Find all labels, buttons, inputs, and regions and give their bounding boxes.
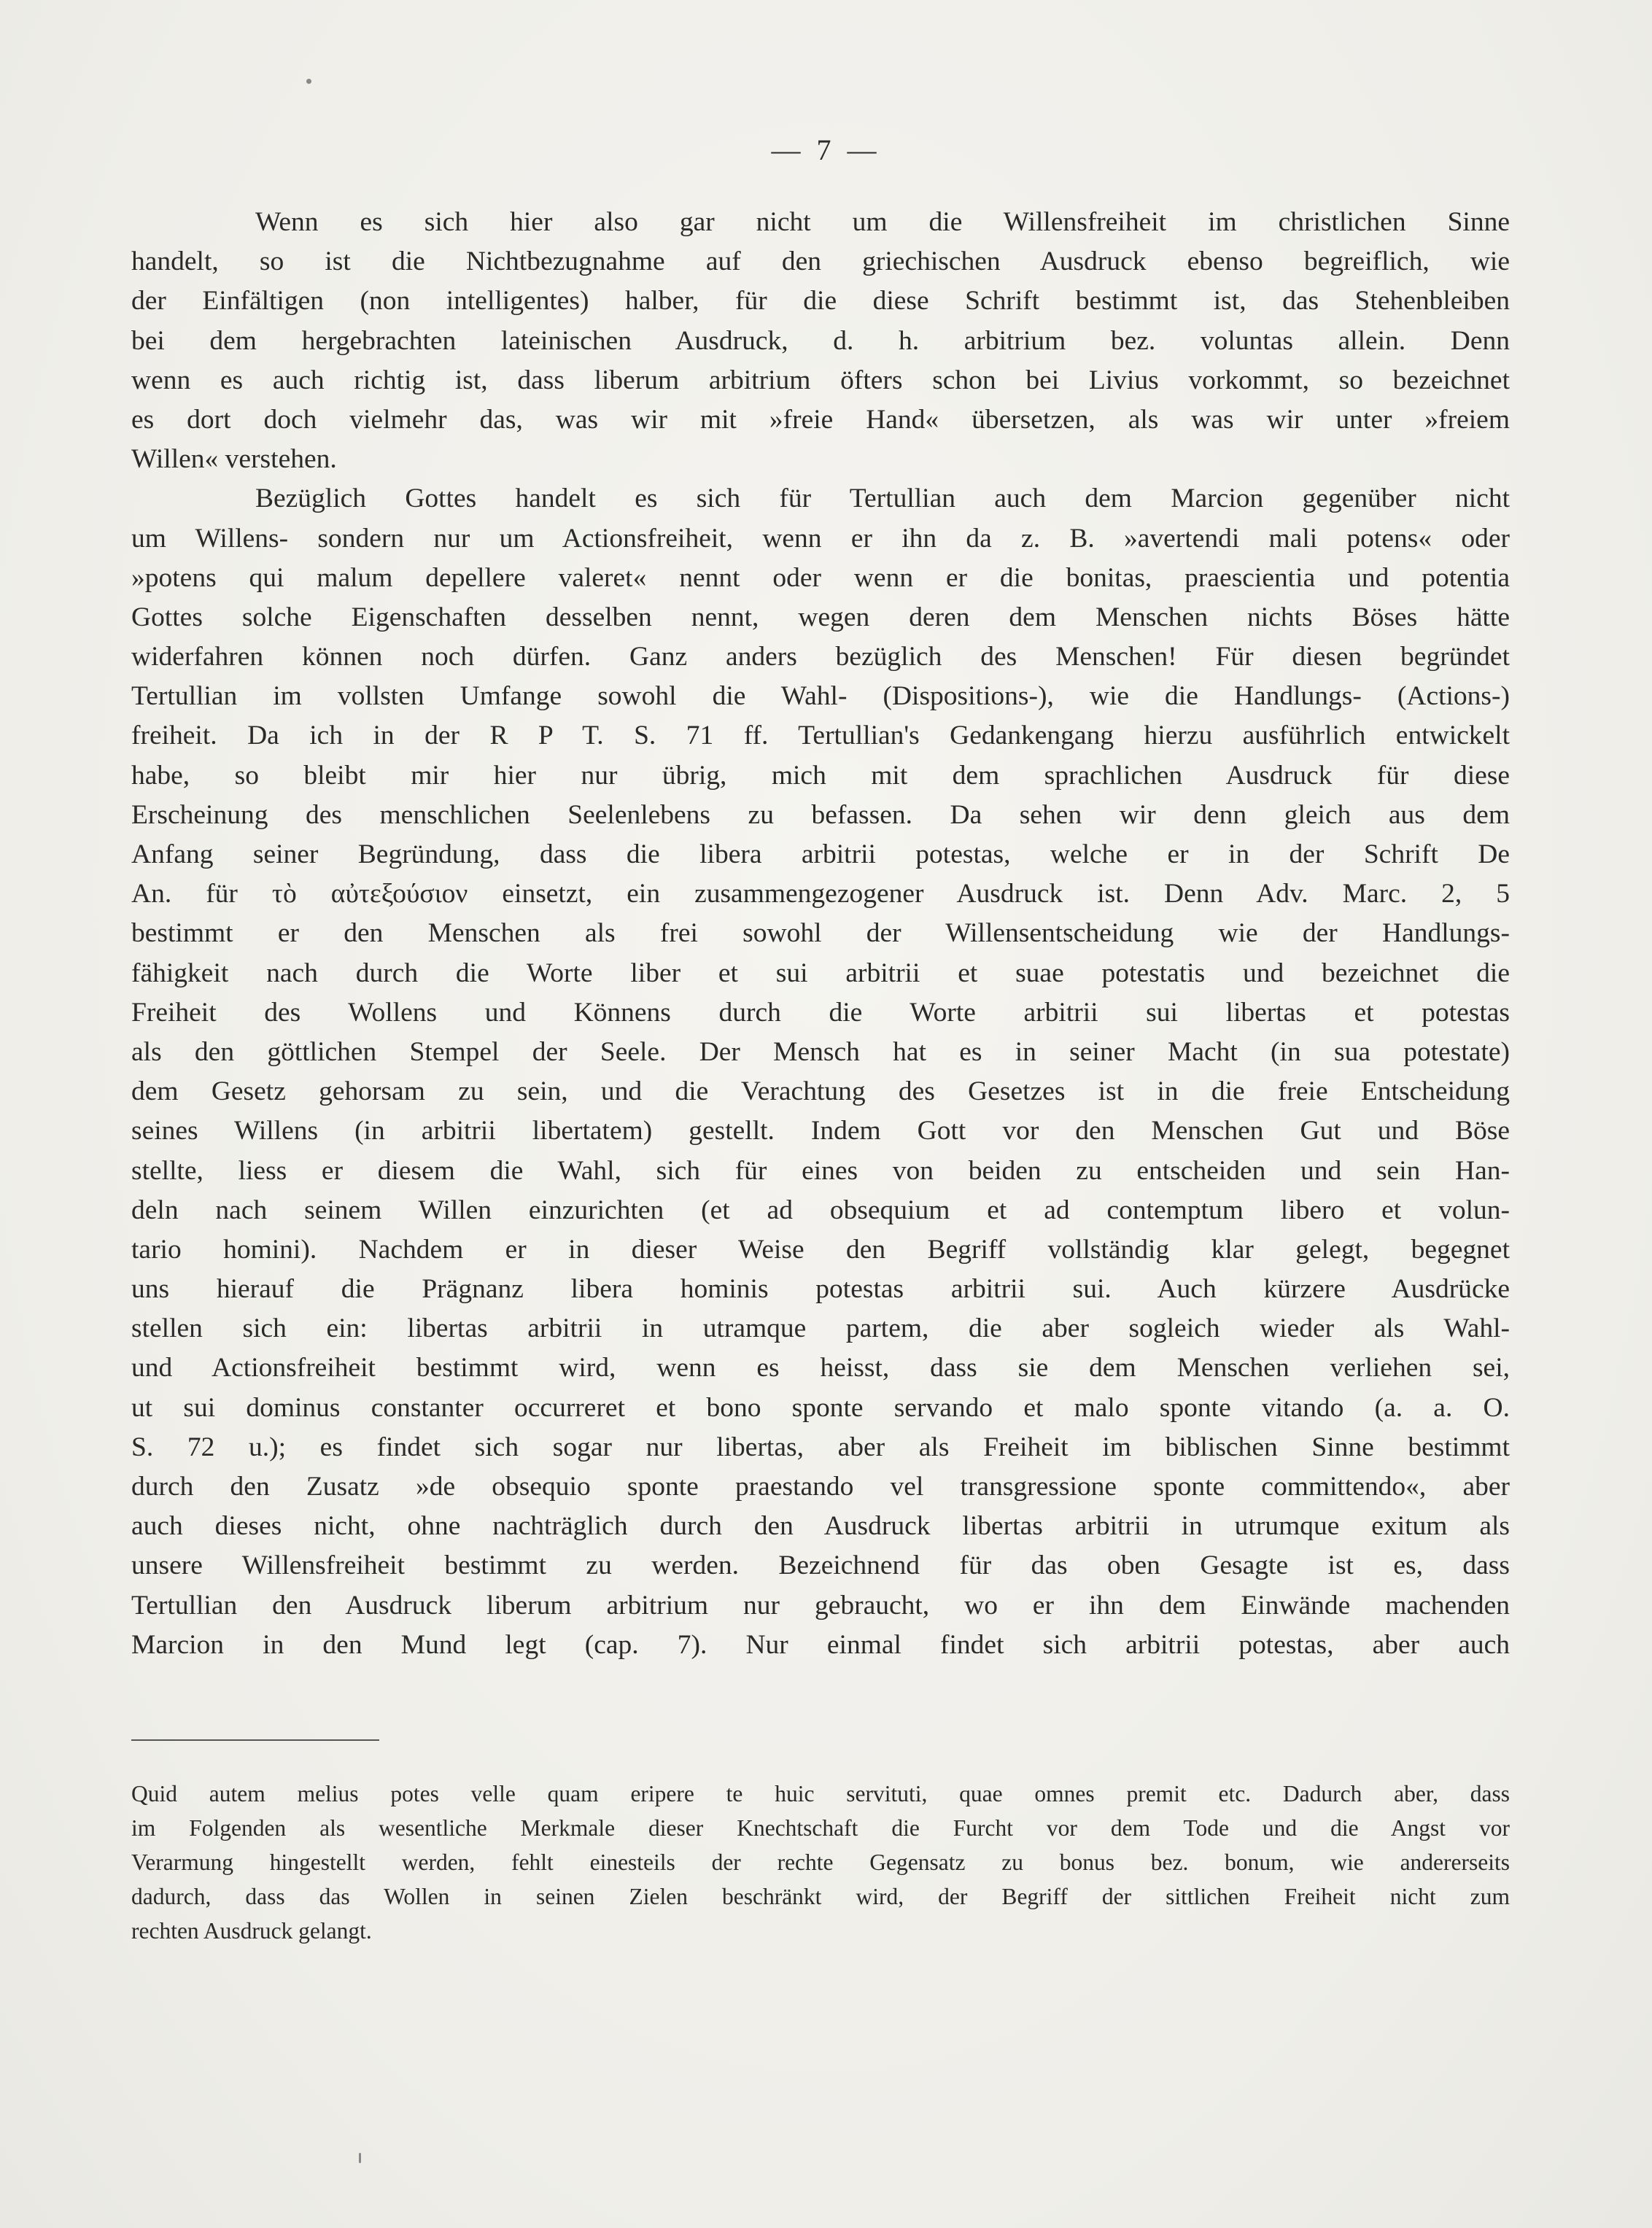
page-number: — 7 — <box>771 133 881 166</box>
footnote-line: dadurch, dass das Wollen in seinen Zielen beschränkt wird, der Begriff der sittlichen Freiheit nicht zum <box>131 1884 1510 1909</box>
text-line: und Actionsfreiheit bestimmt wird, wenn es heisst, dass sie dem Menschen verliehen sei, <box>131 1353 1510 1383</box>
text-line: Marcion in den Mund legt (cap. 7). Nur einmal findet sich arbitrii potestas, aber auch <box>131 1629 1510 1660</box>
text-line: Tertullian im vollsten Umfange sowohl die Wahl- (Dispositions-), wie die Handlungs- (Actions-) <box>131 681 1510 712</box>
text-line: habe, so bleibt mir hier nur übrig, mich mit dem sprachlichen Ausdruck für diese <box>131 760 1510 791</box>
footnote-separator <box>131 1739 379 1741</box>
text-line: An. für τὸ αὐτεξούσιον einsetzt, ein zusammengezogener Ausdruck ist. Denn Adv. Marc. 2, 5 <box>131 879 1510 909</box>
footnote <box>131 1777 1510 1948</box>
text-line: »potens qui malum depellere valeret« nennt oder wenn er die bonitas, praescientia und potentia <box>131 562 1510 593</box>
text-line: es dort doch vielmehr das, was wir mit »freie Hand« übersetzen, als was wir unter »freiem <box>131 404 1510 435</box>
text-line: der Einfältigen (non intelligentes) halber, für die diese Schrift bestimmt ist, das Stehenbleiben <box>131 286 1510 317</box>
text-line: als den göttlichen Stempel der Seele. Der Mensch hat es in seiner Macht (in sua potestate) <box>131 1036 1510 1067</box>
text-line: deln nach seinem Willen einzurichten (et ad obsequium et ad contemptum libero et volun- <box>131 1195 1510 1225</box>
text-line: S. 72 u.); es findet sich sogar nur libertas, aber als Freiheit im biblischen Sinne bestimmt <box>131 1432 1510 1462</box>
text-line: dem Gesetz gehorsam zu sein, und die Verachtung des Gesetzes ist in die freie Entscheidung <box>131 1076 1510 1107</box>
text-line: fähigkeit nach durch die Worte liber et sui arbitrii et suae potestatis und bezeichnet die <box>131 958 1510 988</box>
text-line: Gottes solche Eigenschaften desselben nennt, wegen deren dem Menschen nichts Böses hätte <box>131 602 1510 632</box>
text-line: bei dem hergebrachten lateinischen Ausdruck, d. h. arbitrium bez. voluntas allein. Denn <box>131 325 1510 356</box>
text-line: wenn es auch richtig ist, dass liberum arbitrium öfters schon bei Livius vorkommt, so bezeichnet <box>131 365 1510 395</box>
text-line: stellen sich ein: libertas arbitrii in utramque partem, die aber sogleich wieder als Wahl- <box>131 1313 1510 1344</box>
text-line: bestimmt er den Menschen als frei sowohl der Willensentscheidung wie der Handlungs- <box>131 918 1510 949</box>
text-line: unsere Willensfreiheit bestimmt zu werden. Bezeichnend für das oben Gesagte ist es, dass <box>131 1550 1510 1581</box>
text-line: Willen« verstehen. <box>131 444 337 475</box>
footnote-line: Verarmung hingestellt werden, fehlt einesteils der rechte Gegensatz zu bonus bez. bonum, wie andererseits <box>131 1849 1510 1875</box>
scan-speck <box>306 79 311 84</box>
text-line: tario homini). Nachdem er in dieser Weise den Begriff vollständig klar gelegt, begegnet <box>131 1234 1510 1265</box>
text-line: Tertullian den Ausdruck liberum arbitrium nur gebraucht, wo er ihn dem Einwände machenden <box>131 1590 1510 1620</box>
text-line: seines Willens (in arbitrii libertatem) gestellt. Indem Gott vor den Menschen Gut und Böse <box>131 1116 1510 1146</box>
footnote-line: rechten Ausdruck gelangt. <box>131 1918 372 1944</box>
footnote-line: im Folgenden als wesentliche Merkmale dieser Knechtschaft die Furcht vor dem Tode und die Angst vor <box>131 1815 1510 1841</box>
text-line: freiheit. Da ich in der R P T. S. 71 ff. Tertullian's Gedankengang hierzu ausführlich entwickelt <box>131 721 1510 751</box>
text-line: Anfang seiner Begründung, dass die libera arbitrii potestas, welche er in der Schrift De <box>131 839 1510 869</box>
text-line: auch dieses nicht, ohne nachträglich durch den Ausdruck libertas arbitrii in utrumque exitum als <box>131 1511 1510 1542</box>
text-line: widerfahren können noch dürfen. Ganz anders bezüglich des Menschen! Für diesen begründet <box>131 642 1510 672</box>
main-text <box>131 203 1510 1665</box>
text-line: uns hierauf die Prägnanz libera hominis potestas arbitrii sui. Auch kürzere Ausdrücke <box>131 1274 1510 1305</box>
footnote-line: Quid autem melius potes velle quam eripere te huic servituti, quae omnes premit etc. Dadurch aber, dass <box>131 1781 1510 1806</box>
scan-speck <box>359 2153 361 2163</box>
text-line: Freiheit des Wollens und Könnens durch die Worte arbitrii sui libertas et potestas <box>131 997 1510 1028</box>
text-line: um Willens- sondern nur um Actionsfreiheit, wenn er ihn da z. B. »avertendi mali potens« oder <box>131 523 1510 554</box>
text-line: handelt, so ist die Nichtbezugnahme auf den griechischen Ausdruck ebenso begreiflich, wie <box>131 247 1510 277</box>
text-line: Erscheinung des menschlichen Seelenlebens zu befassen. Da sehen wir denn gleich aus dem <box>131 799 1510 830</box>
text-line: Wenn es sich hier also gar nicht um die Willensfreiheit im christlichen Sinne <box>255 207 1510 237</box>
text-line: ut sui dominus constanter occurreret et bono sponte servando et malo sponte vitando (a. a. O. <box>131 1392 1510 1423</box>
text-line: stellte, liess er diesem die Wahl, sich für eines von beiden zu entscheiden und sein Han- <box>131 1155 1510 1186</box>
text-line: durch den Zusatz »de obsequio sponte praestando vel transgressione sponte committendo«, aber <box>131 1472 1510 1502</box>
text-line: Bezüglich Gottes handelt es sich für Tertullian auch dem Marcion gegenüber nicht <box>255 484 1510 514</box>
